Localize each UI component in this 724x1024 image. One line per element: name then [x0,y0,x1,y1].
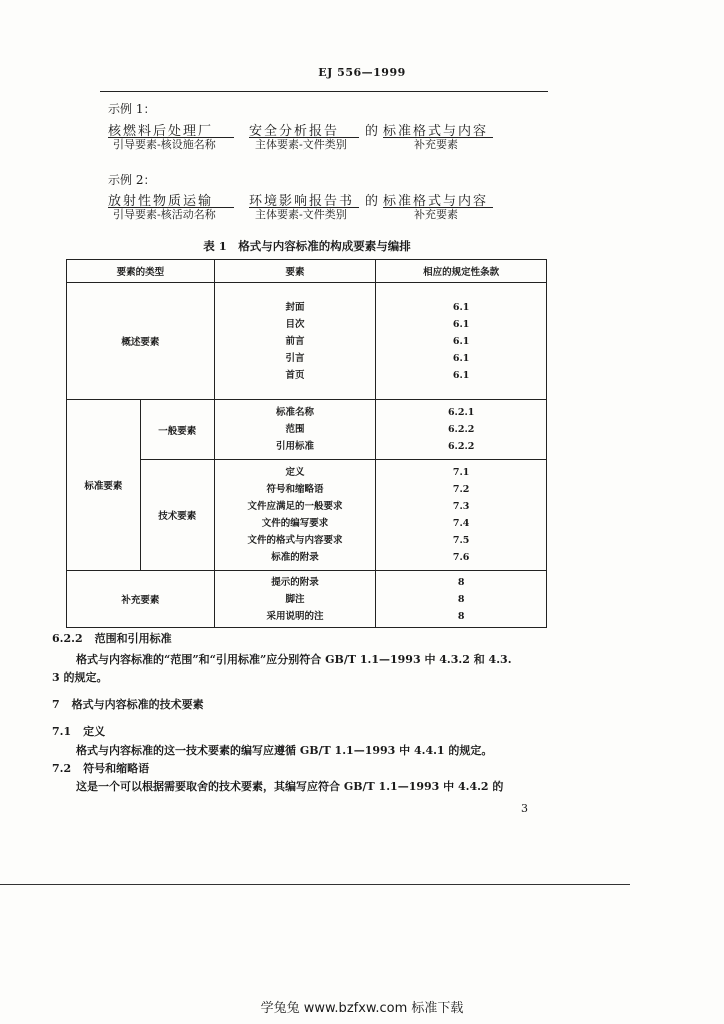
example-1-part-2: 安全分析报告 [249,124,340,139]
overview-element: 前言 [285,335,305,347]
supplementary-clause: 8 [457,593,465,605]
example-1-note-1: 引导要素-核设施名称 [113,138,216,151]
general-clause: 6.2.1 [447,407,475,418]
table-row-overview [67,283,547,400]
overview-element: 目次 [285,318,305,330]
overview-element: 封面 [285,301,305,313]
general-element: 标准名称 [276,407,315,418]
section-title: 范围和引用标准 [94,632,172,645]
example-2-part-1: 放射性物质运输 [108,194,214,209]
technical-element: 文件的格式与内容要求 [247,535,343,546]
supplementary-type-cell [67,571,215,628]
example-1-note-3: 补充要素 [414,138,458,151]
header-rule [100,91,548,92]
document-code-header: EJ 556—1999 [318,66,406,79]
technical-clause: 7.1 [452,467,470,478]
table-row-general [67,400,547,460]
example-2-part-2: 环境影响报告书 [249,194,355,209]
header-clause: 相应的规定性条款 [376,260,547,283]
overview-type: 概述要素 [121,337,160,348]
section-title: 定义 [83,725,106,738]
section-6-2-2-heading [52,630,172,646]
general-element: 范围 [285,424,305,435]
technical-sub-cell [140,460,214,571]
technical-clause: 7.6 [452,552,470,563]
section-6-2-2-text-line-2: 3 的规定。 [52,671,108,684]
example-2-note-1: 引导要素-核活动名称 [113,208,216,221]
general-elements-cell [214,400,376,460]
overview-clause: 6.1 [452,335,470,347]
supplementary-clauses-cell [376,571,547,628]
technical-clause: 7.5 [452,535,470,546]
standard-type: 标准要素 [84,481,123,492]
supplementary-type: 补充要素 [121,595,160,606]
example-2-note-2: 主体要素-文件类别 [255,208,347,221]
section-7-1-text: 格式与内容标准的这一技术要素的编写应遵循 GB/T 1.1—1993 中 4.4.1 的规定。 [76,744,493,757]
supplementary-element: 脚注 [285,593,305,605]
section-6-2-2-text-line-1: 格式与内容标准的“范围”和“引用标准”应分别符合 GB/T 1.1—1993 中 4.3.2 和 4.3. [76,653,512,666]
technical-elements-cell [214,460,376,571]
example-1-part-3: 的 [365,124,381,139]
section-7-heading [52,696,204,712]
table-row-supplementary [67,571,547,628]
section-7-1-heading [52,723,105,739]
overview-elements-cell [214,283,376,400]
overview-clauses-cell [376,283,547,400]
general-clause: 6.2.2 [447,424,475,435]
technical-clause: 7.2 [452,484,470,495]
section-number: 6.2.2 [52,632,83,645]
technical-element: 定义 [285,467,305,478]
general-clause: 6.2.2 [447,441,475,452]
general-sub-cell [140,400,214,460]
technical-clauses-cell [376,460,547,571]
standard-type-cell [67,400,141,571]
technical-element: 文件应满足的一般要求 [247,501,343,512]
section-number: 7.1 [52,725,72,738]
example-1-part-4: 标准格式与内容 [383,124,489,139]
overview-clause: 6.1 [452,352,470,364]
header-element-type: 要素的类型 [67,260,215,283]
composition-table [66,259,547,628]
section-number: 7.2 [52,762,72,775]
overview-clause: 6.1 [452,318,470,330]
overview-clause: 6.1 [452,369,470,381]
table-header-row [67,260,547,283]
header-element: 要素 [214,260,376,283]
section-title: 符号和缩略语 [83,762,150,775]
section-7-2-heading [52,760,149,776]
table-caption: 表 1 格式与内容标准的构成要素与编排 [203,239,411,253]
footer-watermark: 学兔兔 www.bzfxw.com 标准下载 [260,1001,464,1016]
example-2-part-3: 的 [365,194,381,209]
technical-element: 文件的编写要求 [261,518,329,529]
technical-clause: 7.4 [452,518,470,529]
supplementary-clause: 8 [457,576,465,588]
supplementary-element: 提示的附录 [271,576,319,588]
example-1-label: 示例 1： [108,102,156,116]
general-clauses-cell [376,400,547,460]
example-1-part-1: 核燃料后处理厂 [108,124,214,139]
overview-type-cell [67,283,215,400]
example-2-note-3: 补充要素 [414,208,458,221]
example-1-note-2: 主体要素-文件类别 [255,138,347,151]
section-title: 格式与内容标准的技术要素 [71,698,204,711]
technical-element: 符号和缩略语 [266,484,324,495]
page-number: 3 [521,802,528,815]
section-number: 7 [52,698,60,711]
technical-sub: 技术要素 [158,511,197,522]
technical-element: 标准的附录 [271,552,319,563]
general-sub: 一般要素 [158,425,197,437]
general-element: 引用标准 [276,441,315,452]
example-2-part-4: 标准格式与内容 [383,194,489,209]
example-2-label: 示例 2： [108,173,156,187]
overview-element: 首页 [285,369,305,381]
supplementary-clause: 8 [457,610,465,622]
page-bottom-rule [0,884,630,885]
supplementary-elements-cell [214,571,376,628]
supplementary-element: 采用说明的注 [266,610,324,622]
section-7-2-text: 这是一个可以根据需要取舍的技术要素，其编写应符合 GB/T 1.1—1993 中 4.4.2 的 [76,780,504,793]
overview-clause: 6.1 [452,301,470,313]
technical-clause: 7.3 [452,501,470,512]
overview-element: 引言 [285,352,305,364]
